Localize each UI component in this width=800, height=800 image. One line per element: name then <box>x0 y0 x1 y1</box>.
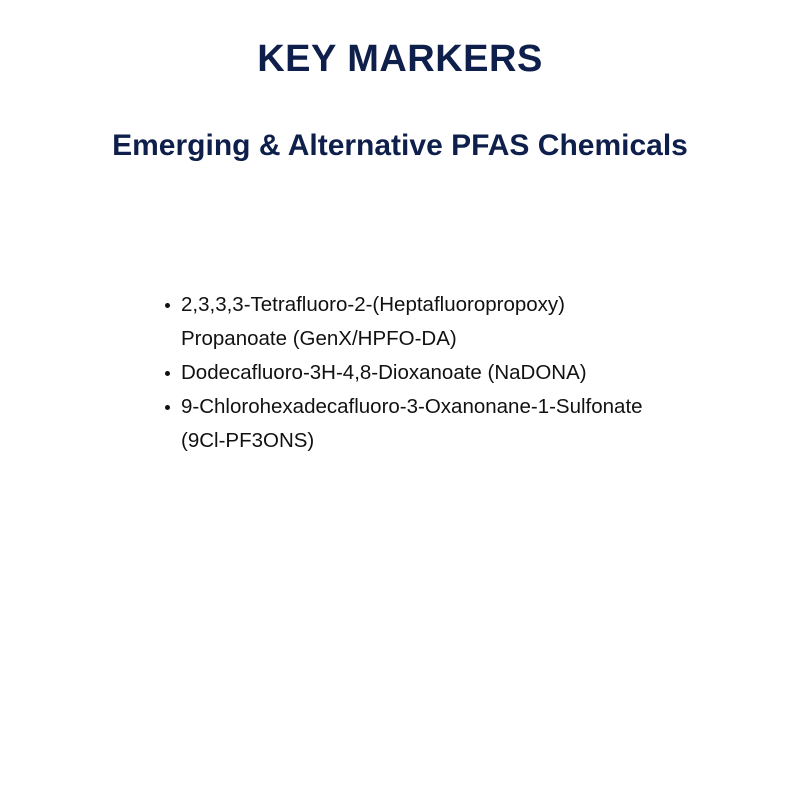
page-subtitle: Emerging & Alternative PFAS Chemicals <box>112 129 688 162</box>
page-title: KEY MARKERS <box>257 38 543 80</box>
list-item: 9-Chlorohexadecafluoro-3-Oxanonane-1-Sulfonate (9Cl-PF3ONS) <box>181 390 656 458</box>
list-item: Dodecafluoro-3H-4,8-Dioxanoate (NaDONA) <box>181 356 656 390</box>
marker-list <box>181 288 656 458</box>
list-item: 2,3,3,3-Tetrafluoro-2-(Heptafluoropropoxy) Propanoate (GenX/HPFO-DA) <box>181 288 656 356</box>
